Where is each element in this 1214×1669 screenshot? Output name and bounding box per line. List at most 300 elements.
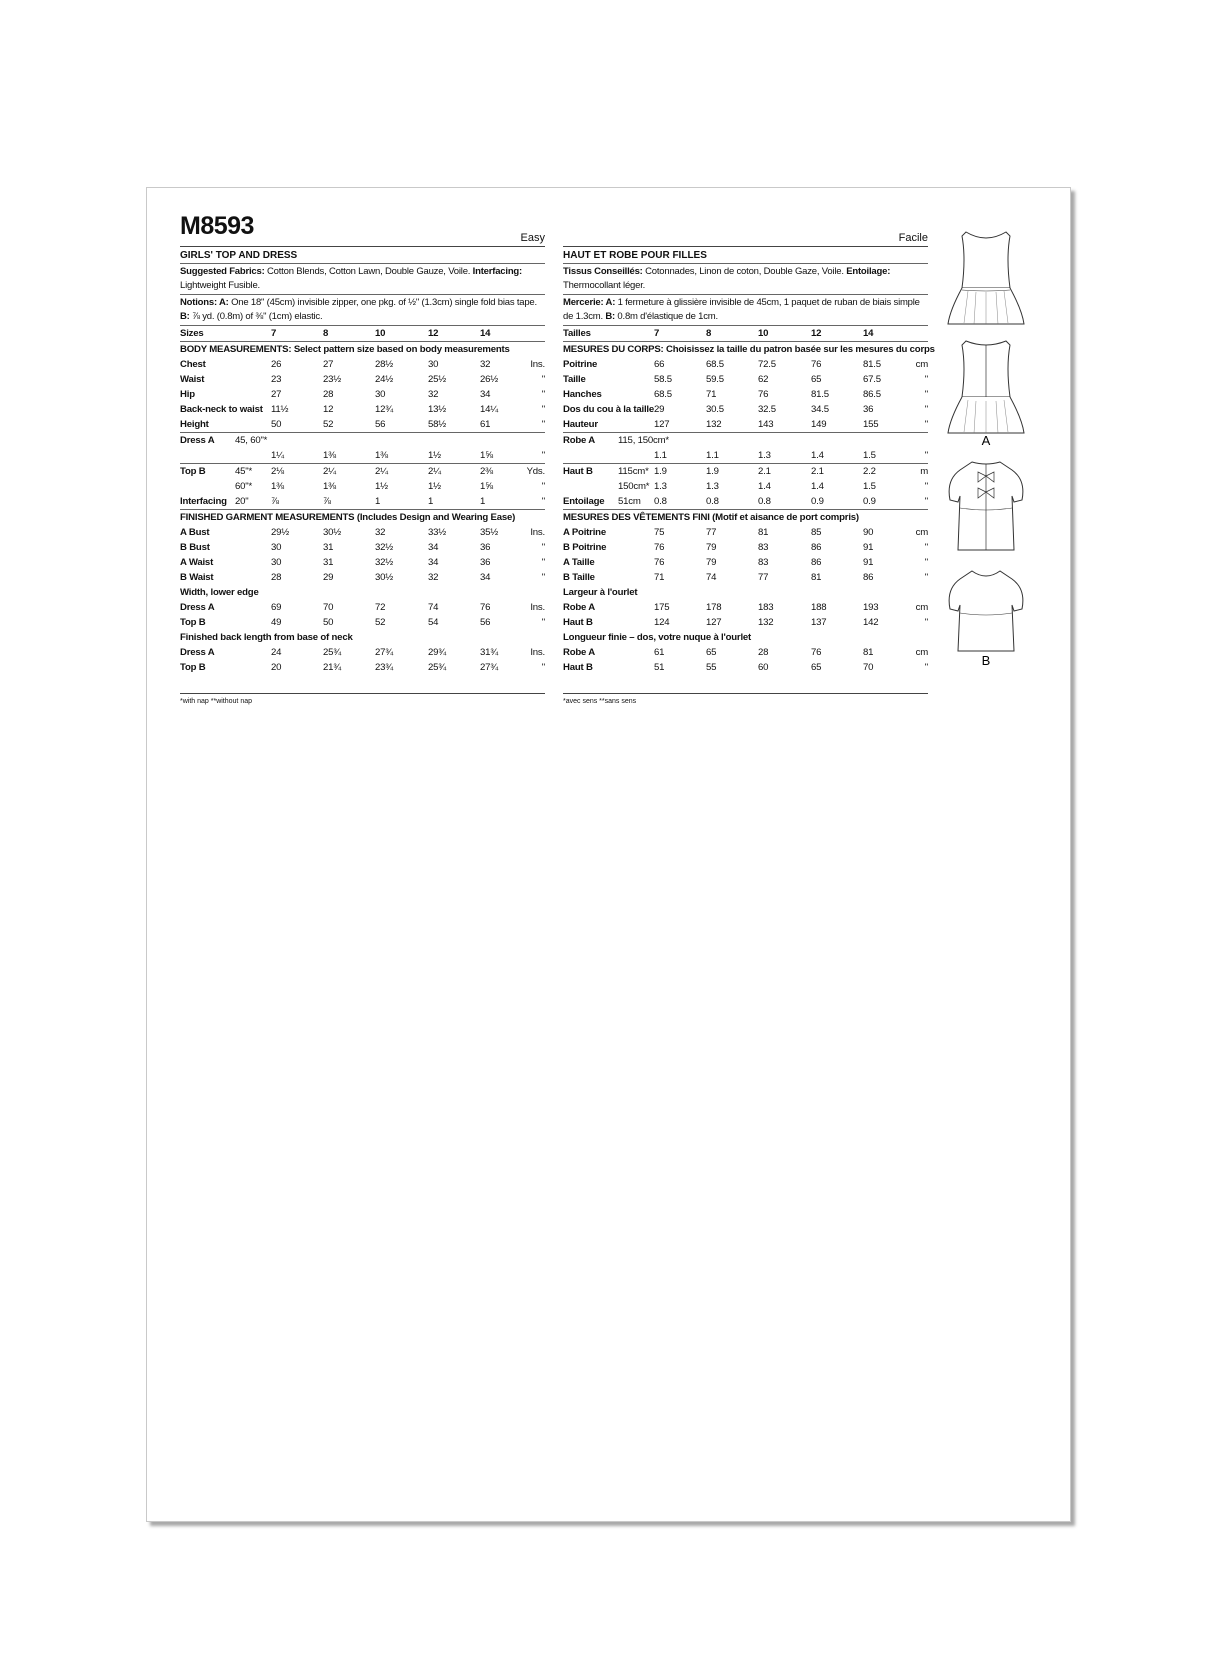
size-value: 1⅜ [323, 481, 336, 492]
size-value: 60 [758, 662, 769, 673]
size-value: 36 [863, 404, 874, 415]
size-value: 183 [758, 602, 774, 613]
unit: " [541, 662, 545, 673]
size-value: 58.5 [654, 374, 672, 385]
unit: " [924, 419, 928, 430]
size-value: 35½ [480, 527, 499, 538]
size-value: 25¾ [428, 662, 447, 673]
table-row [180, 570, 545, 585]
size-value: 1.1 [706, 450, 719, 461]
table-row [180, 387, 545, 402]
measurement-tables [180, 326, 545, 694]
unit: " [924, 557, 928, 568]
notions-text-a: One 18" (45cm) invisible zipper, one pkg. of ½" (1.3cm) single fold bias tape. [228, 297, 537, 308]
size-value: 50 [323, 617, 334, 628]
table-row [563, 525, 928, 540]
view-b-label: B [981, 653, 991, 668]
size-value: 2.1 [811, 466, 824, 477]
size-value: 2⅛ [271, 466, 284, 477]
size-value: 66 [654, 359, 665, 370]
size-value: 65 [811, 662, 822, 673]
fabrics-text: Cotton Blends, Cotton Lawn, Double Gauze, Voile. [264, 266, 473, 277]
unit: " [924, 662, 928, 673]
size-value: 20 [271, 662, 282, 673]
unit: Ins. [530, 359, 545, 370]
size-value: 32½ [375, 557, 394, 568]
size-value: 34 [480, 389, 491, 400]
table-end-rule [180, 675, 545, 694]
size-value: 23 [271, 374, 282, 385]
size-value: 83 [758, 542, 769, 553]
table-row [563, 448, 928, 463]
size-value: 81 [811, 572, 822, 583]
size-value: 90 [863, 527, 874, 538]
table-row [563, 615, 928, 630]
size-value: 56 [480, 617, 491, 628]
size-value: 30½ [375, 572, 394, 583]
size-value: 67.5 [863, 374, 881, 385]
size-value: 52 [323, 419, 334, 430]
size-value: 91 [863, 542, 874, 553]
size-value: 75 [654, 527, 665, 538]
size-value: 32 [375, 527, 386, 538]
fabrics-label-fr: Tissus Conseillés: [563, 266, 643, 277]
size-value: 30 [428, 359, 439, 370]
size-value: 1 [428, 496, 434, 507]
size-value: 36 [480, 542, 491, 553]
row-label: Top B [180, 466, 206, 477]
unit: " [924, 450, 928, 461]
size-value: 25½ [428, 374, 447, 385]
size-value: 2¼ [428, 466, 441, 477]
size-value: 32 [428, 572, 439, 583]
unit: " [541, 389, 545, 400]
size-value: 91 [863, 557, 874, 568]
size-value: 32.5 [758, 404, 776, 415]
row-label: A Taille [563, 557, 595, 568]
size-value: 71 [654, 572, 665, 583]
size-value: 27¾ [480, 662, 499, 673]
size-value: 28 [758, 647, 769, 658]
size-value: 76 [811, 359, 822, 370]
size-value: 32 [480, 359, 491, 370]
size-value: 26½ [480, 374, 499, 385]
size-value: 86.5 [863, 389, 881, 400]
size-value: 30½ [323, 527, 342, 538]
size-value: 76 [480, 602, 491, 613]
size-value: 27¾ [375, 647, 394, 658]
size-value: 14¼ [480, 404, 499, 415]
size-value: 24½ [375, 374, 394, 385]
size-value: 50 [271, 419, 282, 430]
table-row [180, 600, 545, 615]
size-value: 29 [654, 404, 665, 415]
fabric-width: 60"* [235, 481, 253, 492]
english-column [180, 212, 545, 705]
notions-paragraph [180, 295, 545, 326]
size-value: 2¼ [375, 466, 388, 477]
size-value: 81.5 [863, 359, 881, 370]
sizes-label: Sizes [180, 328, 204, 339]
table-row [180, 402, 545, 417]
unit: m [920, 466, 928, 477]
unit: " [541, 617, 545, 628]
row-label: Dress A [180, 602, 215, 613]
size-value: 30.5 [706, 404, 724, 415]
table-row [563, 463, 928, 479]
row-label: Haut B [563, 662, 593, 673]
table-row [180, 417, 545, 432]
size-value: 76 [811, 647, 822, 658]
size-header: 8 [323, 328, 329, 339]
fabrics-text-fr: Cotonnades, Linon de coton, Double Gaze, Voile. [642, 266, 847, 277]
size-value: 51 [654, 662, 665, 673]
table-row [563, 417, 928, 432]
pattern-number: M8593 [180, 212, 254, 240]
size-value: 29½ [271, 527, 290, 538]
size-value: 1¼ [271, 450, 284, 461]
finished-measurements-title: FINISHED GARMENT MEASUREMENTS (Includes Design and Wearing Ease) [180, 509, 545, 525]
size-value: 25¾ [323, 647, 342, 658]
fabrics-label: Suggested Fabrics: [180, 266, 265, 277]
size-value: 31¾ [480, 647, 499, 658]
table-row [180, 525, 545, 540]
size-value: 79 [706, 557, 717, 568]
fabrics-paragraph [180, 264, 545, 295]
size-value: 143 [758, 419, 774, 430]
row-label: B Waist [180, 572, 214, 583]
unit: " [541, 419, 545, 430]
size-value: 28 [271, 572, 282, 583]
table-row [180, 494, 545, 509]
table-row [563, 645, 928, 660]
row-label: B Poitrine [563, 542, 607, 553]
top-b-front-drawing [942, 565, 1030, 668]
footnote-fr: *avec sens **sans sens [563, 698, 637, 705]
dress-a-back-drawing [942, 337, 1030, 448]
length-title: Finished back length from base of neck [180, 632, 353, 643]
size-value: 36 [480, 557, 491, 568]
size-header: 12 [428, 328, 439, 339]
size-value: 29¾ [428, 647, 447, 658]
row-label: Dress A [180, 647, 215, 658]
unit: " [924, 542, 928, 553]
size-value: 1.9 [706, 466, 719, 477]
size-value: 1⅜ [323, 450, 336, 461]
size-value: 27 [323, 359, 334, 370]
size-value: 23½ [323, 374, 342, 385]
size-value: 1⅜ [375, 450, 388, 461]
size-value: 2.2 [863, 466, 876, 477]
size-value: 21¾ [323, 662, 342, 673]
unit: Ins. [530, 647, 545, 658]
size-value: 59.5 [706, 374, 724, 385]
finished-measurements-title: MESURES DES VÊTEMENTS FINI (Motif et aisance de port compris) [563, 509, 928, 525]
row-label: Entoilage [563, 496, 605, 507]
size-value: 13½ [428, 404, 447, 415]
size-value: 81 [758, 527, 769, 538]
unit: cm [915, 527, 928, 538]
size-value: 65 [706, 647, 717, 658]
body-measurements-title: MESURES DU CORPS: Choisissez la taille du patron basée sur les mesures du corps [563, 344, 935, 355]
unit: " [541, 404, 545, 415]
row-label: Haut B [563, 466, 593, 477]
row-label: Dos du cou à la taille [563, 404, 655, 415]
row-label: Poitrine [563, 359, 598, 370]
fabric-width: 115cm* [618, 466, 649, 477]
size-value: 76 [758, 389, 769, 400]
size-value: 61 [654, 647, 665, 658]
size-value: 1⅝ [480, 481, 493, 492]
top-b-back-drawing [942, 456, 1030, 556]
footnote: *with nap **without nap [180, 698, 252, 705]
sizes-row [180, 326, 545, 342]
size-value: 155 [863, 419, 879, 430]
size-value: 1½ [428, 481, 441, 492]
size-value: 30 [271, 557, 282, 568]
size-value: 127 [654, 419, 670, 430]
size-value: 1½ [428, 450, 441, 461]
size-value: 0.8 [706, 496, 719, 507]
unit: " [541, 542, 545, 553]
unit: cm [915, 359, 928, 370]
fabrics-paragraph-fr [563, 264, 928, 295]
size-header: 7 [271, 328, 277, 339]
size-value: 55 [706, 662, 717, 673]
size-value: 31 [323, 542, 334, 553]
size-value: 127 [706, 617, 722, 628]
size-value: 0.8 [758, 496, 771, 507]
size-value: 81 [863, 647, 874, 658]
size-value: 12 [323, 404, 334, 415]
size-value: 1.1 [654, 450, 667, 461]
size-value: 28 [323, 389, 334, 400]
table-row [563, 540, 928, 555]
table-row [563, 479, 928, 494]
header [180, 212, 545, 247]
fabric-width: 51cm [618, 496, 641, 507]
fabric-width: 20" [235, 496, 249, 507]
size-value: 74 [428, 602, 439, 613]
size-value: 86 [811, 557, 822, 568]
size-value: 33½ [428, 527, 447, 538]
size-value: 0.9 [863, 496, 876, 507]
size-value: 193 [863, 602, 879, 613]
pattern-envelope-back [146, 187, 1071, 1522]
table-row [563, 494, 928, 509]
table-row [563, 600, 928, 615]
table-row [180, 432, 545, 448]
unit: " [541, 450, 545, 461]
table-row [180, 615, 545, 630]
size-value: 79 [706, 542, 717, 553]
notions-label-fr: Mercerie: A: [563, 297, 616, 308]
size-value: 1.3 [758, 450, 771, 461]
size-header: 8 [706, 328, 712, 339]
sizes-label: Tailles [563, 328, 591, 339]
row-label: Hanches [563, 389, 602, 400]
size-value: 1½ [375, 481, 388, 492]
unit: " [924, 481, 928, 492]
size-value: 149 [811, 419, 827, 430]
size-value: 1 [480, 496, 486, 507]
length-title: Longueur finie – dos, votre nuque à l'ourlet [563, 632, 752, 643]
unit: " [924, 389, 928, 400]
row-label: Height [180, 419, 209, 430]
size-value: 58½ [428, 419, 447, 430]
size-value: 1.9 [654, 466, 667, 477]
size-value: 54 [428, 617, 439, 628]
row-label: Back-neck to waist [180, 404, 263, 415]
size-value: 1⅝ [480, 450, 493, 461]
row-label: A Waist [180, 557, 214, 568]
interfacing-label: Interfacing: [472, 266, 522, 277]
header-fr [563, 218, 928, 247]
table-row [563, 402, 928, 417]
size-value: 1.3 [706, 481, 719, 492]
row-label: Waist [180, 374, 205, 385]
fabric-width: 45"* [235, 466, 253, 477]
notions-text-b: ⅞ yd. (0.8m) of ⅜" (1cm) elastic. [189, 311, 323, 322]
size-value: 62 [758, 374, 769, 385]
size-value: 28½ [375, 359, 394, 370]
table-row [180, 372, 545, 387]
sizes-row [563, 326, 928, 342]
size-value: 188 [811, 602, 827, 613]
row-label: Robe A [563, 602, 596, 613]
french-column [563, 218, 935, 705]
interfacing-text-fr: Thermocollant léger. [563, 280, 646, 291]
size-value: 77 [758, 572, 769, 583]
unit: " [541, 481, 545, 492]
size-value: 24 [271, 647, 282, 658]
interfacing-text: Lightweight Fusible. [180, 280, 260, 291]
size-value: 34 [480, 572, 491, 583]
unit: " [541, 572, 545, 583]
size-value: 132 [706, 419, 722, 430]
row-label: A Poitrine [563, 527, 606, 538]
table-row [563, 372, 928, 387]
size-value: 34 [428, 542, 439, 553]
fabric-width: 45, 60"* [235, 435, 268, 446]
row-label: Dress A [180, 435, 215, 446]
size-value: 1.4 [811, 481, 824, 492]
table-row [180, 555, 545, 570]
row-label: Top B [180, 662, 206, 673]
unit: cm [915, 647, 928, 658]
size-value: 71 [706, 389, 717, 400]
size-value: 1.5 [863, 481, 876, 492]
size-value: 70 [323, 602, 334, 613]
size-value: 65 [811, 374, 822, 385]
size-value: 178 [706, 602, 722, 613]
size-value: 52 [375, 617, 386, 628]
notions-text-b-fr: 0.8m d'élastique de 1cm. [614, 311, 718, 322]
interfacing-label-fr: Entoilage: [846, 266, 891, 277]
unit: cm [915, 602, 928, 613]
row-label: Interfacing [180, 496, 227, 507]
size-value: ⅞ [271, 496, 279, 507]
row-label: B Bust [180, 542, 210, 553]
fabric-width: 115, 150cm* [618, 435, 669, 446]
size-value: 77 [706, 527, 717, 538]
garment-title: GIRLS' TOP AND DRESS [180, 247, 545, 264]
table-row [180, 540, 545, 555]
width-title: Width, lower edge [180, 587, 259, 598]
size-value: 142 [863, 617, 879, 628]
size-value: 86 [863, 572, 874, 583]
size-value: 12¾ [375, 404, 394, 415]
row-label: Hauteur [563, 419, 598, 430]
table-row [180, 463, 545, 479]
size-value: 74 [706, 572, 717, 583]
table-row [563, 432, 928, 448]
size-value: 72.5 [758, 359, 776, 370]
size-value: 81.5 [811, 389, 829, 400]
size-value: 2⅜ [480, 466, 493, 477]
size-value: 0.9 [811, 496, 824, 507]
size-value: 29 [323, 572, 334, 583]
size-value: 49 [271, 617, 282, 628]
row-label: Hip [180, 389, 195, 400]
table-row [180, 660, 545, 675]
body-measurements-title: BODY MEASUREMENTS: Select pattern size based on body measurements [180, 344, 510, 355]
difficulty-level-fr: Facile [898, 232, 928, 244]
row-label: Top B [180, 617, 206, 628]
unit: " [924, 496, 928, 507]
unit: " [541, 557, 545, 568]
technical-drawings [942, 228, 1042, 674]
size-value: 2¼ [323, 466, 336, 477]
row-label: Haut B [563, 617, 593, 628]
row-label: Robe A [563, 435, 596, 446]
size-value: 86 [811, 542, 822, 553]
row-label: B Taille [563, 572, 595, 583]
size-value: 124 [654, 617, 670, 628]
size-value: 132 [758, 617, 774, 628]
garment-title-fr: HAUT ET ROBE POUR FILLES [563, 247, 928, 264]
size-header: 14 [863, 328, 874, 339]
notions-b-label-fr: B: [605, 311, 615, 322]
size-value: 175 [654, 602, 670, 613]
size-value: 1.4 [811, 450, 824, 461]
row-label: Taille [563, 374, 586, 385]
notions-paragraph-fr [563, 295, 928, 326]
unit: " [541, 374, 545, 385]
size-value: 70 [863, 662, 874, 673]
unit: Ins. [530, 602, 545, 613]
width-title: Largeur à l'ourlet [563, 587, 638, 598]
size-value: 72 [375, 602, 386, 613]
size-value: 30 [375, 389, 386, 400]
size-value: 68.5 [706, 359, 724, 370]
table-row [180, 357, 545, 372]
size-value: ⅞ [323, 496, 331, 507]
size-value: 11½ [271, 404, 289, 415]
size-value: 1 [375, 496, 381, 507]
row-label: Chest [180, 359, 206, 370]
size-value: 26 [271, 359, 282, 370]
size-value: 2.1 [758, 466, 771, 477]
size-value: 23¾ [375, 662, 394, 673]
table-row [563, 555, 928, 570]
size-value: 1.3 [654, 481, 667, 492]
table-row [180, 645, 545, 660]
table-row [180, 479, 545, 494]
row-label: Robe A [563, 647, 596, 658]
size-value: 137 [811, 617, 827, 628]
notions-label: Notions: A: [180, 297, 229, 308]
